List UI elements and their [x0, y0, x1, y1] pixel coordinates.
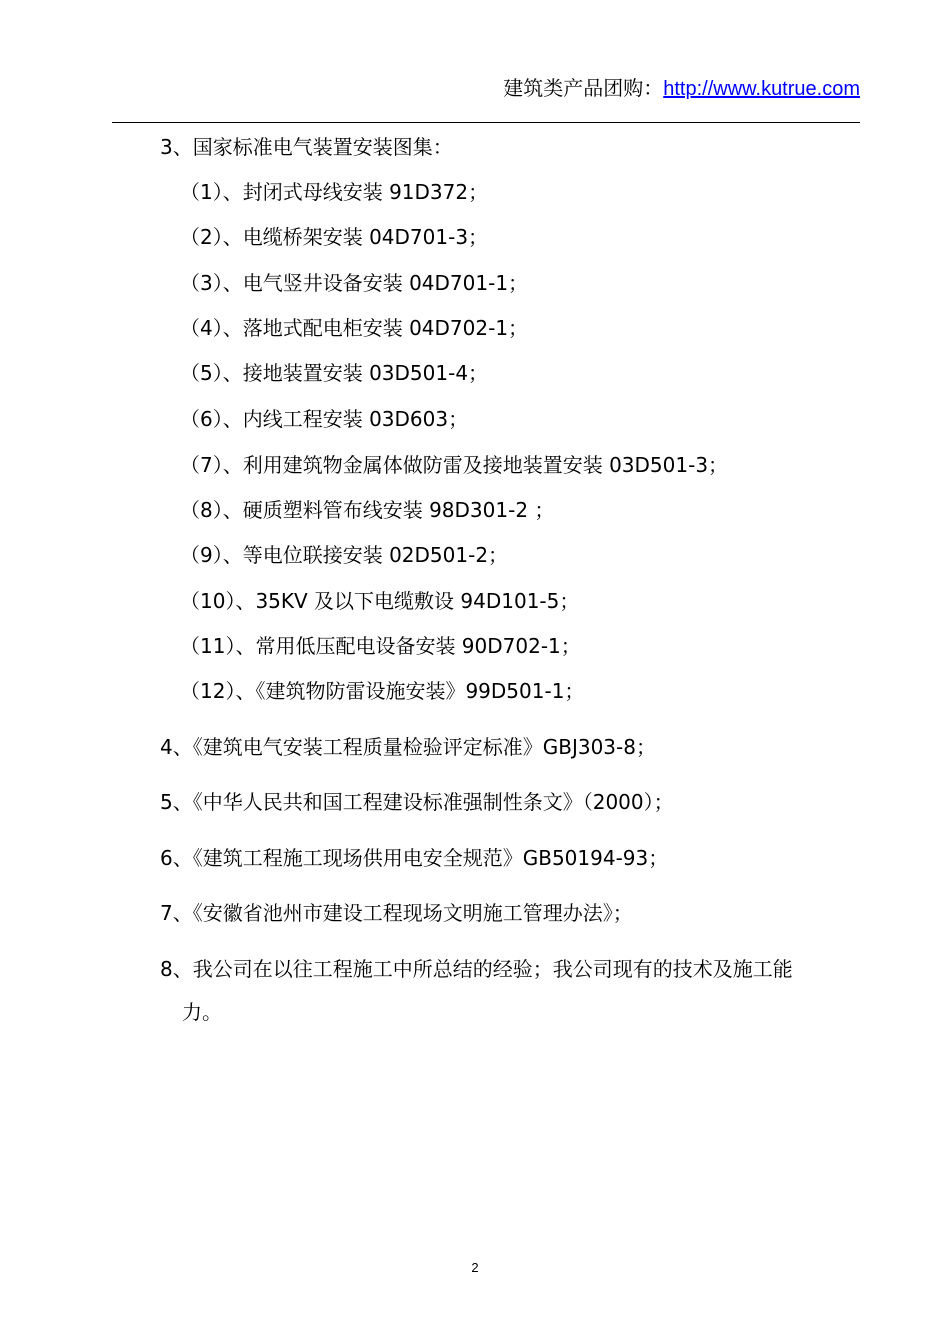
sub-item-5: （5）、接地装置安装 03D501-4；	[180, 361, 489, 385]
list-item-6: 6、《建筑工程施工现场供用电安全规范》GB50194-93；	[160, 846, 669, 870]
sub-item-6: （6）、内线工程安装 03D603；	[180, 407, 469, 431]
sub-item-12: （12）、《建筑物防雷设施安装》99D501-1；	[180, 679, 585, 703]
sub-item-7: （7）、利用建筑物金属体做防雷及接地装置安装 03D501-3；	[180, 453, 729, 477]
sub-item-1: （1）、封闭式母线安装 91D372；	[180, 180, 489, 204]
list-item-7: 7、《安徽省池州市建设工程现场文明施工管理办法》；	[160, 901, 633, 925]
sub-item-10: （10）、35KV 及以下电缆敷设 94D101-5；	[180, 589, 580, 613]
list-item-5: 5、《中华人民共和国工程建设标准强制性条文》（2000）；	[160, 790, 674, 814]
sub-item-9: （9）、等电位联接安装 02D501-2；	[180, 543, 509, 567]
sub-item-2: （2）、电缆桥架安装 04D701-3；	[180, 225, 489, 249]
sub-item-4: （4）、落地式配电柜安装 04D702-1；	[180, 316, 529, 340]
list-item-3: 3、国家标准电气装置安装图集：	[160, 135, 453, 159]
list-item-8: 8、我公司在以往工程施工中所总结的经验；我公司现有的技术及施工能	[160, 957, 793, 981]
sub-item-3: （3）、电气竖井设备安装 04D701-1；	[180, 271, 529, 295]
sub-item-8: （8）、硬质塑料管布线安装 98D301-2 ；	[180, 498, 555, 522]
list-item-8-continuation: 力。	[182, 1000, 222, 1024]
list-item-4: 4、《建筑电气安装工程质量检验评定标准》GBJ303-8；	[160, 735, 656, 759]
header-link[interactable]: http://www.kutrue.com	[663, 78, 860, 100]
sub-item-11: （11）、常用低压配电设备安装 90D702-1；	[180, 634, 581, 658]
page-number: 2	[471, 1260, 479, 1275]
header-label: 建筑类产品团购：	[503, 76, 664, 100]
